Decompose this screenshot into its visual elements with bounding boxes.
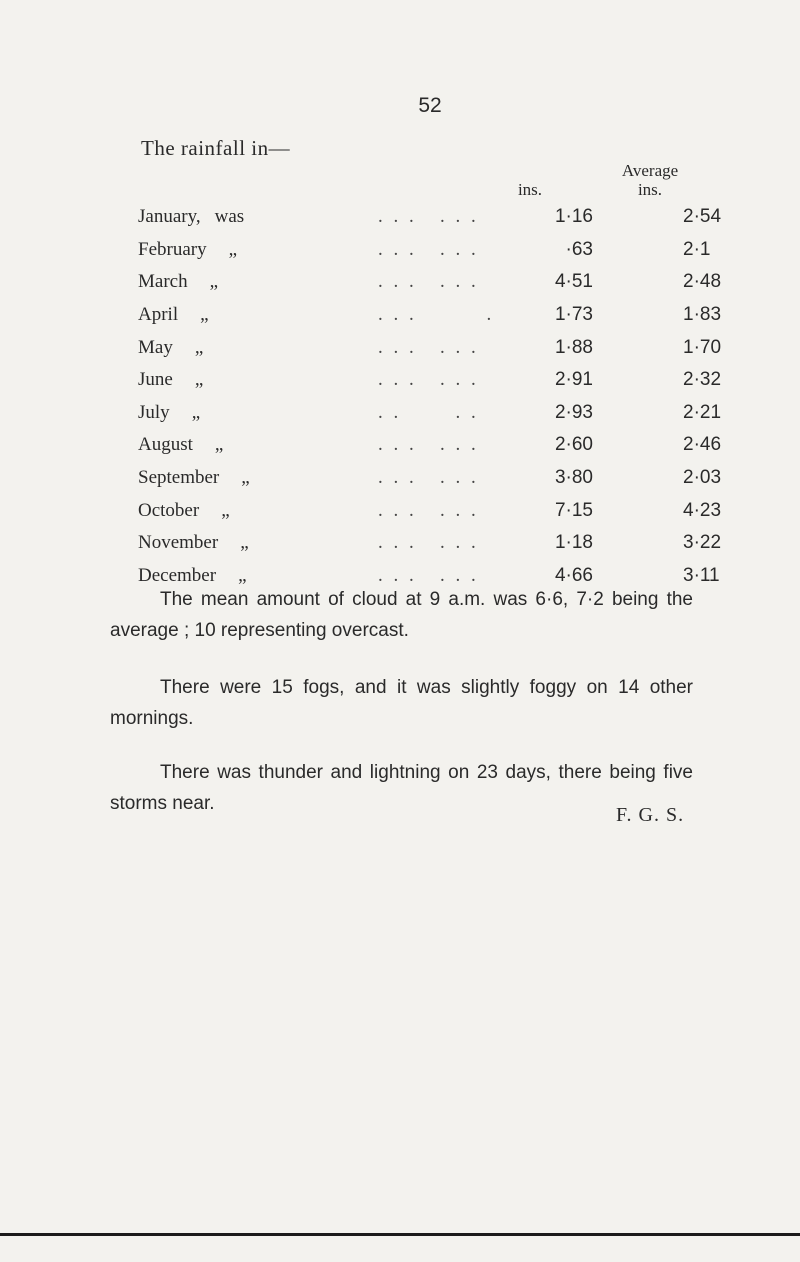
rainfall-ins: 3·80 xyxy=(554,467,593,489)
header-ins: ins. xyxy=(517,180,543,199)
rainfall-average xyxy=(593,527,753,560)
rainfall-ins: 1·16 xyxy=(554,206,593,228)
table-row xyxy=(138,494,753,527)
month-label: June xyxy=(138,369,173,391)
month-cell xyxy=(138,299,378,332)
ditto-mark: „ xyxy=(238,564,247,586)
header-average-line2: ins. xyxy=(637,180,663,199)
rainfall-average xyxy=(593,429,753,462)
month-label: August xyxy=(138,434,193,456)
rainfall-average xyxy=(593,299,753,332)
average-value: 3·11 xyxy=(683,564,720,586)
rainfall-ins: 7·15 xyxy=(554,499,593,521)
dot-leader: . . . . xyxy=(378,401,479,423)
paragraph-fogs: There were 15 fogs, and it was slightly foggy on 14 other mornings. xyxy=(110,677,693,729)
average-value: 2·03 xyxy=(683,467,722,489)
month-label: May xyxy=(138,336,173,358)
month-label: November xyxy=(138,532,219,554)
month-cell xyxy=(138,201,378,234)
month-cell xyxy=(138,494,378,527)
month-cell xyxy=(138,397,378,430)
average-value: 2·1 xyxy=(683,238,711,260)
rainfall-ins: ·63 xyxy=(565,238,593,260)
rainfall-ins: 1·88 xyxy=(554,336,593,358)
dot-leader: . . . . . . xyxy=(378,206,479,228)
dot-leader: . . . . . . xyxy=(378,564,479,586)
rainfall-ins: 2·91 xyxy=(554,369,593,391)
rainfall-table xyxy=(138,201,753,592)
dot-leader: . . . . . . xyxy=(378,434,479,456)
header-average xyxy=(595,161,705,199)
rainfall-ins: 2·60 xyxy=(554,434,593,456)
month-label: July xyxy=(138,401,170,423)
table-row xyxy=(138,527,753,560)
dot-leader: . . . . . . xyxy=(378,238,479,260)
average-value: 2·54 xyxy=(683,206,722,228)
month-label: October xyxy=(138,499,200,521)
ditto-mark: was xyxy=(214,206,245,228)
month-cell xyxy=(138,266,378,299)
ditto-mark: „ xyxy=(241,467,250,489)
average-value: 2·46 xyxy=(683,434,722,456)
average-value: 2·48 xyxy=(683,271,722,293)
dot-leader: . . . . xyxy=(378,304,495,326)
average-value: 2·32 xyxy=(683,369,722,391)
dot-leader: . . . . . . xyxy=(378,499,479,521)
ditto-mark: „ xyxy=(200,304,209,326)
ditto-mark: „ xyxy=(214,434,224,456)
rainfall-average xyxy=(593,397,753,430)
month-cell xyxy=(138,364,378,397)
rainfall-average xyxy=(593,234,753,267)
average-value: 4·23 xyxy=(683,499,722,521)
ditto-mark: „ xyxy=(194,369,204,391)
dot-leader: . . . . . . xyxy=(378,369,479,391)
ditto-mark: „ xyxy=(191,401,201,423)
table-row xyxy=(138,331,753,364)
month-cell xyxy=(138,527,378,560)
average-value: 2·21 xyxy=(683,401,722,423)
dot-leader: . . . . . . xyxy=(378,271,479,293)
month-label: February xyxy=(138,238,207,260)
rainfall-average xyxy=(593,494,753,527)
ditto-mark: „ xyxy=(194,336,204,358)
bottom-rule xyxy=(0,1233,800,1236)
dot-leader: . . . . . . xyxy=(378,467,479,489)
paragraph-thunder: There was thunder and lightning on 23 days, there being five storms near. xyxy=(110,762,693,814)
table-row xyxy=(138,364,753,397)
dot-leader: . . . . . . xyxy=(378,532,479,554)
month-label: September xyxy=(138,467,220,489)
month-cell xyxy=(138,429,378,462)
rainfall-average xyxy=(593,201,753,234)
ditto-mark: „ xyxy=(221,499,230,521)
rainfall-average xyxy=(593,266,753,299)
month-label: December xyxy=(138,564,217,586)
rainfall-average xyxy=(593,331,753,364)
rainfall-average xyxy=(593,364,753,397)
dot-leader: . . . . . . xyxy=(378,336,479,358)
table-row xyxy=(138,234,753,267)
rainfall-intro: The rainfall in— xyxy=(141,136,291,160)
rainfall-ins: 4·51 xyxy=(554,271,593,293)
average-value: 1·70 xyxy=(683,336,722,358)
table-row xyxy=(138,299,753,332)
table-row xyxy=(138,462,753,495)
rainfall-ins: 1·73 xyxy=(554,304,593,326)
month-cell xyxy=(138,234,378,267)
rainfall-ins: 4·66 xyxy=(554,564,593,586)
rainfall-average xyxy=(593,462,753,495)
month-label: April xyxy=(138,304,179,326)
table-row xyxy=(138,266,753,299)
paragraph-cloud: The mean amount of cloud at 9 a.m. was 6·6, 7·2 being the average ; 10 representing overcast. xyxy=(110,589,693,641)
average-value: 1·83 xyxy=(683,304,722,326)
table-row xyxy=(138,429,753,462)
table-row xyxy=(138,397,753,430)
month-cell xyxy=(138,462,378,495)
page-number: 52 xyxy=(418,94,442,117)
month-cell xyxy=(138,331,378,364)
month-label: March xyxy=(138,271,188,293)
average-value: 3·22 xyxy=(683,532,722,554)
month-label: January, xyxy=(138,206,201,228)
rainfall-ins: 2·93 xyxy=(554,401,593,423)
header-average-line1: Average xyxy=(621,161,679,180)
ditto-mark: „ xyxy=(228,238,238,260)
ditto-mark: „ xyxy=(209,271,219,293)
table-row xyxy=(138,201,753,234)
signature: F. G. S. xyxy=(616,804,685,826)
ditto-mark: „ xyxy=(240,532,249,554)
rainfall-ins: 1·18 xyxy=(554,532,593,554)
